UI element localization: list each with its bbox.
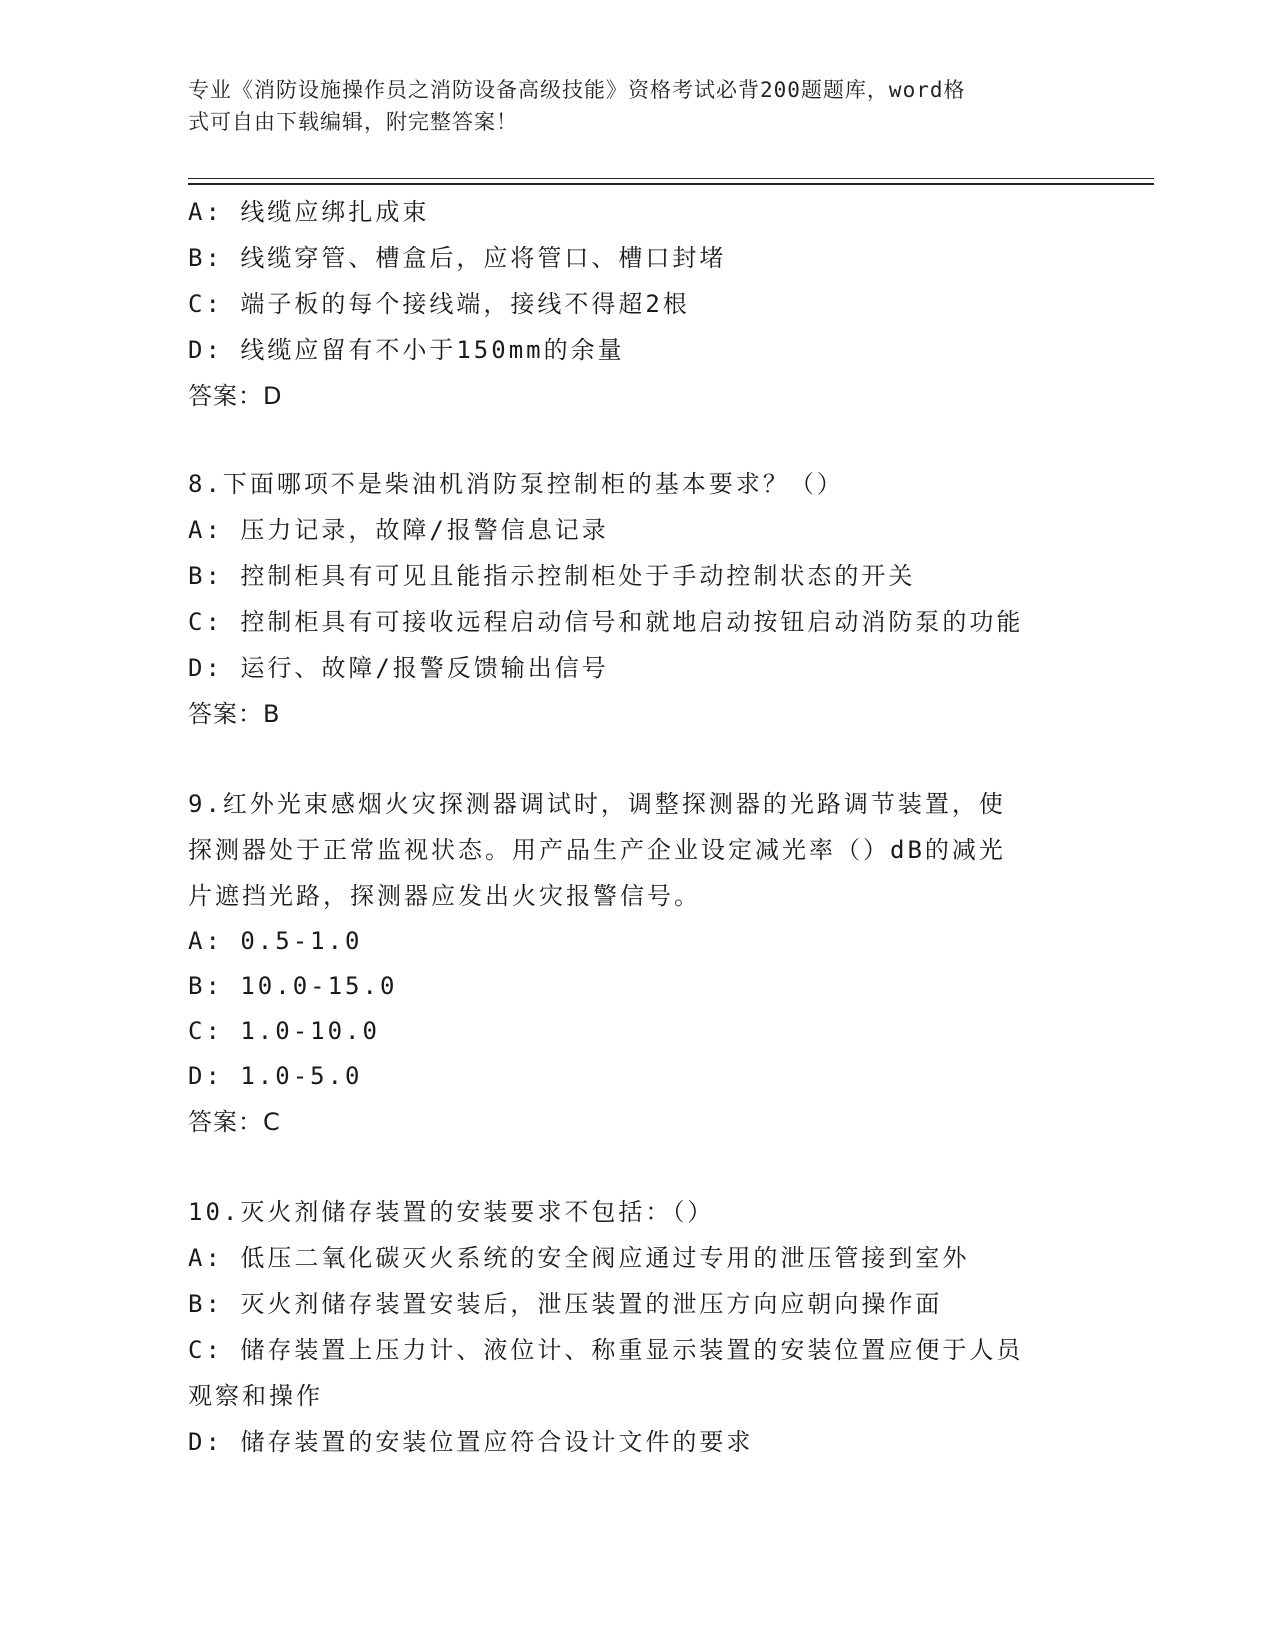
q8-question-text: 8.下面哪项不是柴油机消防泵控制柜的基本要求？（） [188, 470, 844, 498]
q9-option-a: A: 0.5-1.0 [188, 927, 363, 955]
question-8 [188, 461, 1108, 737]
header-line-1: 专业《消防设施操作员之消防设备高级技能》资格考试必背200题题库，word格 [188, 78, 966, 102]
spacer [188, 419, 1108, 461]
header-divider-thick [188, 183, 1154, 185]
q10-question-text: 10.灭火剂储存装置的安装要求不包括：（） [188, 1198, 715, 1226]
q10-option-c: C: 储存装置上压力计、液位计、称重显示装置的安装位置应便于人员 [188, 1336, 1024, 1364]
q9-option-c: C: 1.0-10.0 [188, 1017, 380, 1045]
q7-option-a: A: 线缆应绑扎成束 [188, 198, 430, 226]
q8-answer: 答案：B [188, 700, 281, 728]
q10-option-c-continued: 观察和操作 [188, 1382, 323, 1410]
q8-option-a: A: 压力记录，故障/报警信息记录 [188, 516, 609, 544]
document-header [188, 74, 1068, 138]
q7-answer: 答案：D [188, 382, 283, 410]
question-7 [188, 189, 1108, 419]
q10-option-a: A: 低压二氧化碳灭火系统的安全阀应通过专用的泄压管接到室外 [188, 1244, 970, 1272]
q8-option-d: D: 运行、故障/报警反馈输出信号 [188, 654, 609, 682]
q10-option-d: D: 储存装置的安装位置应符合设计文件的要求 [188, 1428, 754, 1456]
q8-option-b: B: 控制柜具有可见且能指示控制柜处于手动控制状态的开关 [188, 562, 916, 590]
header-line-2: 式可自由下载编辑，附完整答案！ [188, 110, 518, 134]
spacer [188, 1145, 1108, 1189]
q9-option-b: B: 10.0-15.0 [188, 972, 398, 1000]
q10-option-b: B: 灭火剂储存装置安装后，泄压装置的泄压方向应朝向操作面 [188, 1290, 943, 1318]
spacer [188, 737, 1108, 781]
q9-question-line-1: 9.红外光束感烟火灾探测器调试时，调整探测器的光路调节装置，使 [188, 790, 1006, 818]
q9-option-d: D: 1.0-5.0 [188, 1062, 363, 1090]
question-content [188, 189, 1108, 1465]
question-10 [188, 1189, 1108, 1465]
q7-option-d: D: 线缆应留有不小于150mm的余量 [188, 336, 625, 364]
q7-option-b: B: 线缆穿管、槽盒后，应将管口、槽口封堵 [188, 244, 727, 272]
question-9 [188, 781, 1108, 1145]
q8-option-c: C: 控制柜具有可接收远程启动信号和就地启动按钮启动消防泵的功能 [188, 608, 1024, 636]
q9-answer: 答案：C [188, 1108, 281, 1136]
header-divider-thin [188, 178, 1154, 179]
q9-question-line-2: 探测器处于正常监视状态。用产品生产企业设定减光率（）dB的减光 [188, 836, 1006, 864]
q9-question-line-3: 片遮挡光路，探测器应发出火灾报警信号。 [188, 882, 701, 910]
q7-option-c: C: 端子板的每个接线端，接线不得超2根 [188, 290, 690, 318]
